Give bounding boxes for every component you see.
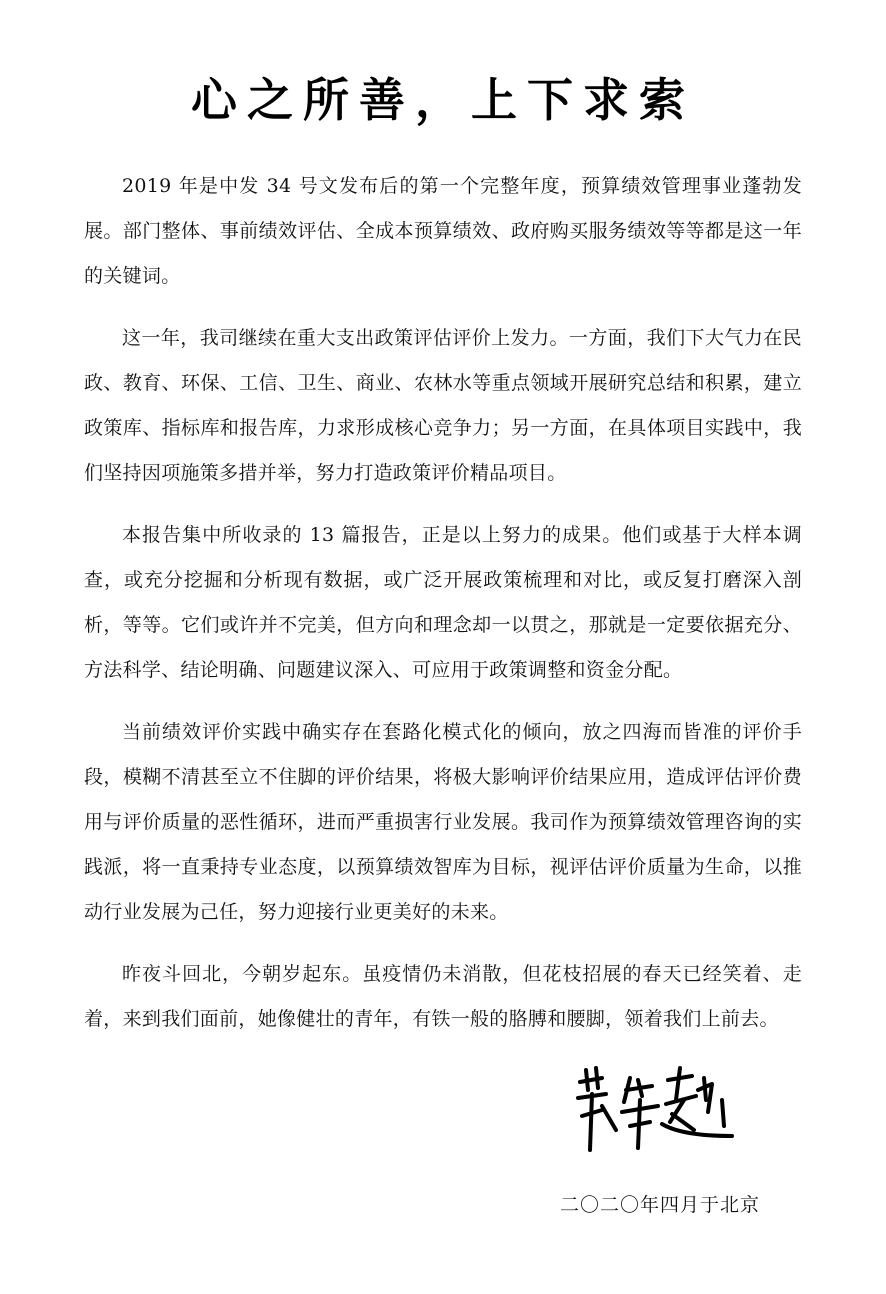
paragraph-2: 这一年，我司继续在重大支出政策评估评价上发力。一方面，我们下大气力在民政、教育、环保、工信、卫生、商业、农林水等重点领域开展研究总结和积累，建立政策库、指标库和报告库，力求形成核心竞争力；另一方面，在具体项目实践中，我们坚持因项施策多措并举，努力打造政策评价精品项目。 [84, 327, 802, 484]
letter-body [84, 164, 802, 1059]
date-place-line: 二〇二〇年四月于北京 [559, 1194, 760, 1216]
paragraph-3: 本报告集中所收录的 13 篇报告，正是以上努力的成果。他们或基于大样本调查，或充分挖掘和分析现有数据，或广泛开展政策梳理和对比，或反复打磨深入剖析，等等。它们或许并不完美，但方向和理念却一以贯之，那就是一定要依据充分、方法科学、结论明确、问题建议深入、可应用于政策调整和资金分配。 [84, 524, 802, 681]
paragraph-1: 2019 年是中发 34 号文发布后的第一个完整年度，预算绩效管理事业蓬勃发展。部门整体、事前绩效评估、全成本预算绩效、政府购买服务绩效等等都是这一年的关键词。 [84, 175, 802, 287]
paragraph-4: 当前绩效评价实践中确实存在套路化模式化的倾向，放之四海而皆准的评价手段，模糊不清甚至立不住脚的评价结果，将极大影响评价结果应用，造成评估评价费用与评价质量的恶性循环，进而严重损害行业发展。我司作为预算绩效管理咨询的实践派，将一直秉持专业态度，以预算绩效智库为目标，视评估评价质量为生命，以推动行业发展为己任，努力迎接行业更美好的未来。 [84, 721, 802, 923]
paragraph-5: 昨夜斗回北，今朝岁起东。虽疫情仍未消散，但花枝招展的春天已经笑着、走着，来到我们面前，她像健壮的青年，有铁一般的胳膊和腰脚，领着我们上前去。 [84, 963, 802, 1030]
page-title: 心之所善，上下求索 [191, 73, 695, 127]
handwritten-signature-icon [572, 1060, 742, 1160]
